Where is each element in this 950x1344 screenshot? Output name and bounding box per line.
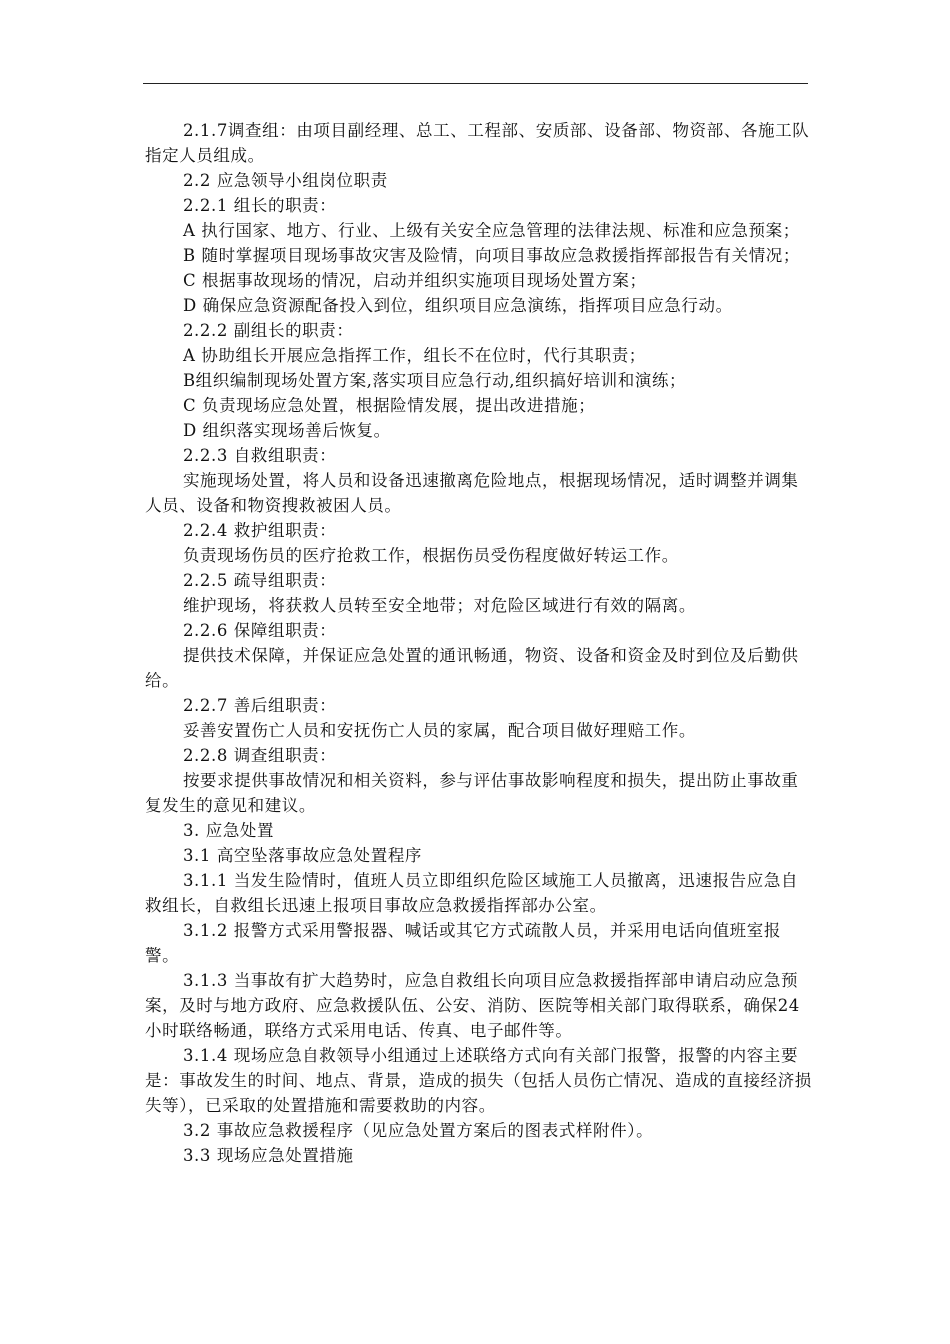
paragraph: 3.1.3 当事故有扩大趋势时，应急自救组长向项目应急救援指挥部申请启动应急预案，及时与地方政府、应急救援队伍、公安、消防、医院等相关部门取得联系，确保24小时联络畅通，联络方式采用电话、传真、电子邮件等。 xyxy=(145,971,800,1040)
paragraph: C 根据事故现场的情况，启动并组织实施项目现场处置方案； xyxy=(182,271,647,290)
paragraph: 实施现场处置，将人员和设备迅速撤离危险地点，根据现场情况，适时调整并调集人员、设备和物资搜救被困人员。 xyxy=(145,471,799,515)
paragraph: D 组织落实现场善后恢复。 xyxy=(182,421,391,440)
paragraph: 维护现场，将获救人员转至安全地带；对危险区域进行有效的隔离。 xyxy=(182,596,696,615)
paragraph: C 负责现场应急处置，根据险情发展，提出改进措施； xyxy=(182,396,596,415)
paragraph: 2.2 应急领导小组岗位职责 xyxy=(182,171,388,190)
paragraph: 2.2.8 调查组职责： xyxy=(182,746,337,765)
paragraph: 按要求提供事故情况和相关资料，参与评估事故影响程度和损失，提出防止事故重复发生的意见和建议。 xyxy=(145,771,799,815)
paragraph: D 确保应急资源配备投入到位，组织项目应急演练，指挥项目应急行动。 xyxy=(182,296,733,315)
paragraph: 3.2 事故应急救援程序（见应急处置方案后的图表式样附件）。 xyxy=(182,1121,654,1140)
paragraph: 2.2.3 自救组职责： xyxy=(182,446,337,465)
paragraph: 2.2.6 保障组职责： xyxy=(182,621,337,640)
body-text xyxy=(145,118,815,1168)
paragraph: 负责现场伤员的医疗抢救工作，根据伤员受伤程度做好转运工作。 xyxy=(182,546,679,565)
paragraph: A 协助组长开展应急指挥工作，组长不在位时，代行其职责； xyxy=(182,346,646,365)
paragraph: 2.2.5 疏导组职责： xyxy=(182,571,337,590)
paragraph: B组织编制现场处置方案,落实项目应急行动,组织搞好培训和演练； xyxy=(182,371,687,390)
paragraph: 2.2.7 善后组职责： xyxy=(182,696,337,715)
paragraph: 提供技术保障，并保证应急处置的通讯畅通，物资、设备和资金及时到位及后勤供给。 xyxy=(145,646,799,690)
paragraph: 3.1.1 当发生险情时，值班人员立即组织危险区域施工人员撤离，迅速报告应急自救组长，自救组长迅速上报项目事故应急救援指挥部办公室。 xyxy=(145,871,799,915)
paragraph: 3.3 现场应急处置措施 xyxy=(182,1146,354,1165)
paragraph: 3.1.4 现场应急自救领导小组通过上述联络方式向有关部门报警，报警的内容主要是：事故发生的时间、地点、背景，造成的损失（包括人员伤亡情况、造成的直接经济损失等），已采取的处置措施和需要救助的内容。 xyxy=(145,1046,812,1115)
paragraph: B 随时掌握项目现场事故灾害及险情，向项目事故应急救援指挥部报告有关情况； xyxy=(182,246,801,265)
paragraph: 3.1 高空坠落事故应急处置程序 xyxy=(182,846,423,865)
paragraph: 2.2.1 组长的职责： xyxy=(182,196,337,215)
paragraph: 2.2.2 副组长的职责： xyxy=(182,321,354,340)
paragraph: 2.2.4 救护组职责： xyxy=(182,521,337,540)
paragraph: 2.1.7调查组：由项目副经理、总工、工程部、安质部、设备部、物资部、各施工队指定人员组成。 xyxy=(145,121,810,165)
paragraph: A 执行国家、地方、行业、上级有关安全应急管理的法律法规、标准和应急预案； xyxy=(182,221,800,240)
paragraph: 3. 应急处置 xyxy=(182,821,275,840)
paragraph: 妥善安置伤亡人员和安抚伤亡人员的家属，配合项目做好理赔工作。 xyxy=(182,721,696,740)
paragraph: 3.1.2 报警方式采用警报器、喊话或其它方式疏散人员，并采用电话向值班室报警。 xyxy=(145,921,781,965)
header-rule xyxy=(143,83,808,84)
